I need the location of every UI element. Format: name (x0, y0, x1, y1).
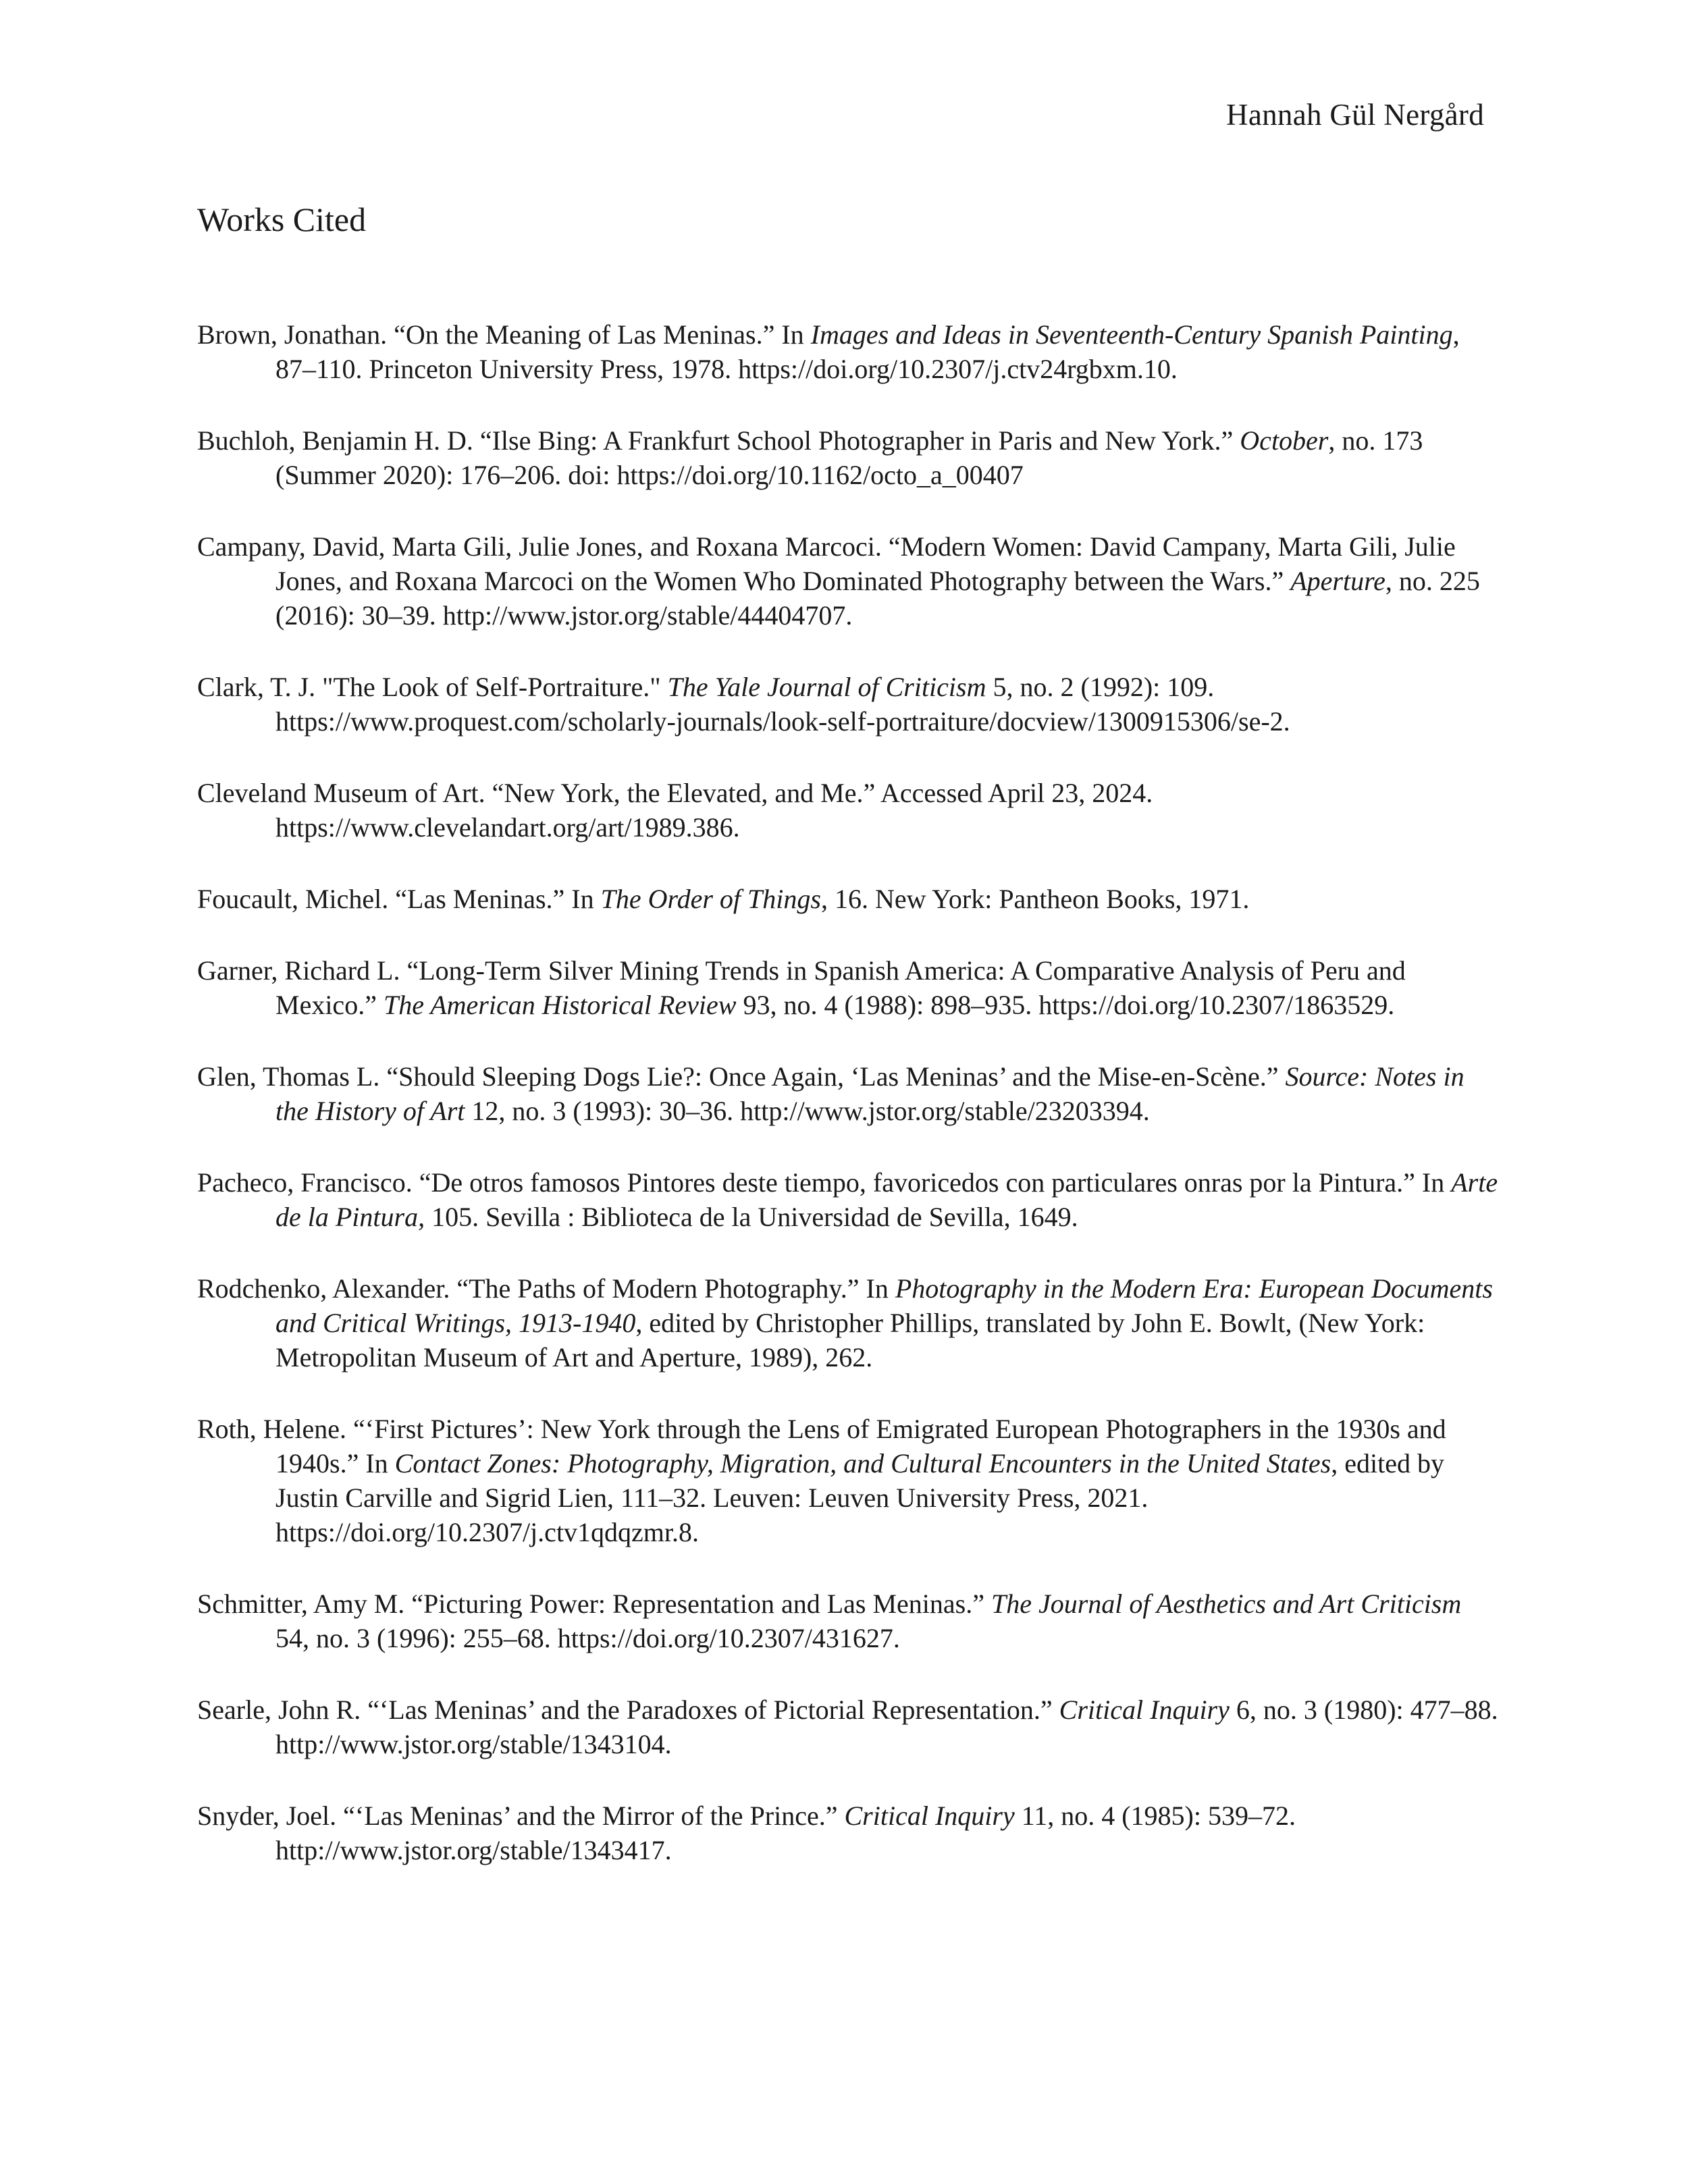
reference-entry: Roth, Helene. “‘First Pictures’: New York through the Lens of Emigrated European Photographers in the 1930s and 1940s.” In Contact Zones: Photography, Migration, and Cultural Encounters in the United States, edited by Justin Carville and Sigrid Lien, 111–32. Leuven: Leuven University Press, 2021. https://doi.org/10.2307/j.ctv1qdqzmr.8. (197, 1414, 1446, 1547)
author-header: Hannah Gül Nergård (1226, 98, 1484, 132)
works-cited-list (197, 317, 1500, 1905)
reference-entry: Schmitter, Amy M. “Picturing Power: Representation and Las Meninas.” The Journal of Aesthetics and Art Criticism 54, no. 3 (1996): 255–68. https://doi.org/10.2307/431627. (197, 1589, 1462, 1653)
reference-entry: Rodchenko, Alexander. “The Paths of Modern Photography.” In Photography in the Modern Era: European Documents and Critical Writings, 1913-1940, edited by Christopher Phillips, translated by John E. Bowlt, (New York: Metropolitan Museum of Art and Aperture, 1989), 262. (197, 1273, 1493, 1373)
reference-entry: Clark, T. J. "The Look of Self-Portraiture." The Yale Journal of Criticism 5, no. 2 (1992): 109. https://www.proquest.com/scholarly-journals/look-self-portraiture/docview/1300915306/se-2. (197, 672, 1290, 737)
reference-entry: Pacheco, Francisco. “De otros famosos Pintores deste tiempo, favoricedos con particulares onras por la Pintura.” In Arte de la Pintura, 105. Sevilla : Biblioteca de la Universidad de Sevilla, 1649. (197, 1167, 1498, 1232)
reference-entry: Searle, John R. “‘Las Meninas’ and the Paradoxes of Pictorial Representation.” Critical Inquiry 6, no. 3 (1980): 477–88. http://www.jstor.org/stable/1343104. (197, 1695, 1498, 1759)
reference-entry: Snyder, Joel. “‘Las Meninas’ and the Mirror of the Prince.” Critical Inquiry 11, no. 4 (1985): 539–72. http://www.jstor.org/stable/1343417. (197, 1801, 1296, 1865)
reference-entry: Cleveland Museum of Art. “New York, the Elevated, and Me.” Accessed April 23, 2024. https://www.clevelandart.org/art/1989.386. (197, 778, 1153, 843)
reference-entry: Glen, Thomas L. “Should Sleeping Dogs Lie?: Once Again, ‘Las Meninas’ and the Mise-en-Scène.” Source: Notes in the History of Art 12, no. 3 (1993): 30–36. http://www.jstor.org/stable/23203394. (197, 1061, 1465, 1126)
reference-entry: Foucault, Michel. “Las Meninas.” In The Order of Things, 16. New York: Pantheon Books, 1971. (197, 884, 1250, 914)
reference-entry: Buchloh, Benjamin H. D. “Ilse Bing: A Frankfurt School Photographer in Paris and New York.” October, no. 173 (Summer 2020): 176–206. doi: https://doi.org/10.1162/octo_a_00407 (197, 425, 1423, 490)
reference-entry: Brown, Jonathan. “On the Meaning of Las Meninas.” In Images and Ideas in Seventeenth-Century Spanish Painting, 87–110. Princeton University Press, 1978. https://doi.org/10.2307/j.ctv24rgbxm.10. (197, 319, 1460, 384)
reference-entry: Garner, Richard L. “Long-Term Silver Mining Trends in Spanish America: A Comparative Analysis of Peru and Mexico.” The American Historical Review 93, no. 4 (1988): 898–935. https://doi.org/10.2307/1863529. (197, 955, 1406, 1020)
page-title: Works Cited (197, 201, 367, 238)
reference-entry: Campany, David, Marta Gili, Julie Jones, and Roxana Marcoci. “Modern Women: David Campany, Marta Gili, Julie Jones, and Roxana Marcoci on the Women Who Dominated Photography between the Wars.” Aperture, no. 225 (2016): 30–39. http://www.jstor.org/stable/44404707. (197, 531, 1480, 631)
